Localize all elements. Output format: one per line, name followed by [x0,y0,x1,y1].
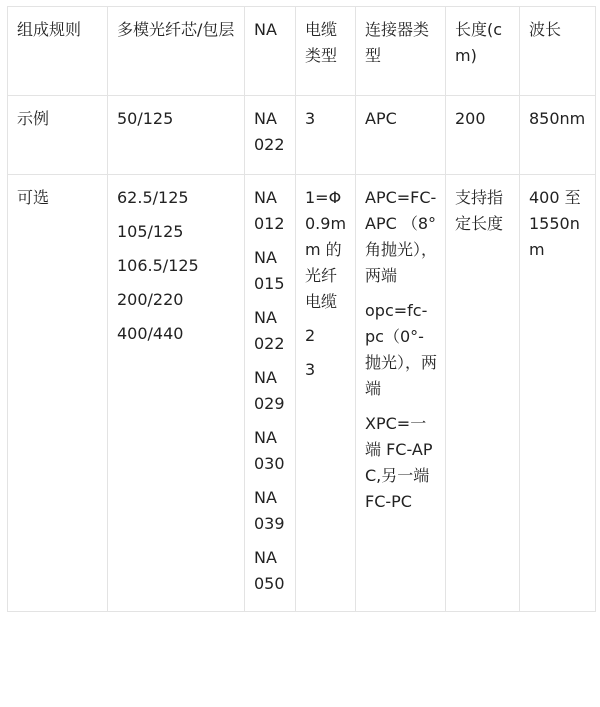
example-connector: APC [356,96,446,175]
example-row [8,96,596,175]
example-label: 示例 [8,96,108,175]
options-cable [296,175,356,612]
options-connector [356,175,446,612]
na-option: NA 030 [254,428,285,473]
options-fiber [108,175,245,612]
fiber-option: 400/440 [117,324,184,343]
options-length: 支持指定长度 [446,175,520,612]
connector-option: opc=fc-pc（0°-抛光），两端 [365,301,438,398]
example-na: NA 022 [245,96,296,175]
fiber-option: 200/220 [117,290,184,309]
header-cell-rule: 组成规则 [8,7,108,96]
fiber-option: 105/125 [117,222,184,241]
spec-table [7,6,596,612]
na-option: NA 029 [254,368,285,413]
na-option: NA 039 [254,488,285,533]
example-wavelength: 850nm [520,96,596,175]
na-option: NA 022 [254,308,285,353]
header-cell-length: 长度(cm) [446,7,520,96]
cable-option: 3 [305,360,316,379]
connector-option: XPC=一端 FC-APC,另一端 FC-PC [365,414,433,511]
example-cable: 3 [296,96,356,175]
example-fiber: 50/125 [108,96,245,175]
header-cell-connector: 连接器类型 [356,7,446,96]
header-row [8,7,596,96]
na-option: NA 015 [254,248,285,293]
options-wavelength: 400 至 1550nm [520,175,596,612]
cable-option: 1=Φ 0.9mm 的光纤电缆 [305,188,347,311]
example-length: 200 [446,96,520,175]
options-label: 可选 [8,175,108,612]
cable-option: 2 [305,326,316,345]
na-option: NA 050 [254,548,285,593]
na-option: NA 012 [254,188,285,233]
header-cell-na: NA [245,7,296,96]
header-cell-wavelength: 波长 [520,7,596,96]
fiber-option: 106.5/125 [117,256,199,275]
header-cell-fiber: 多模光纤芯/包层 [108,7,245,96]
options-na [245,175,296,612]
fiber-option: 62.5/125 [117,188,189,207]
options-row [8,175,596,612]
connector-option: APC=FC-APC （8°角抛光），两端 [365,188,438,285]
header-cell-cable: 电缆类型 [296,7,356,96]
